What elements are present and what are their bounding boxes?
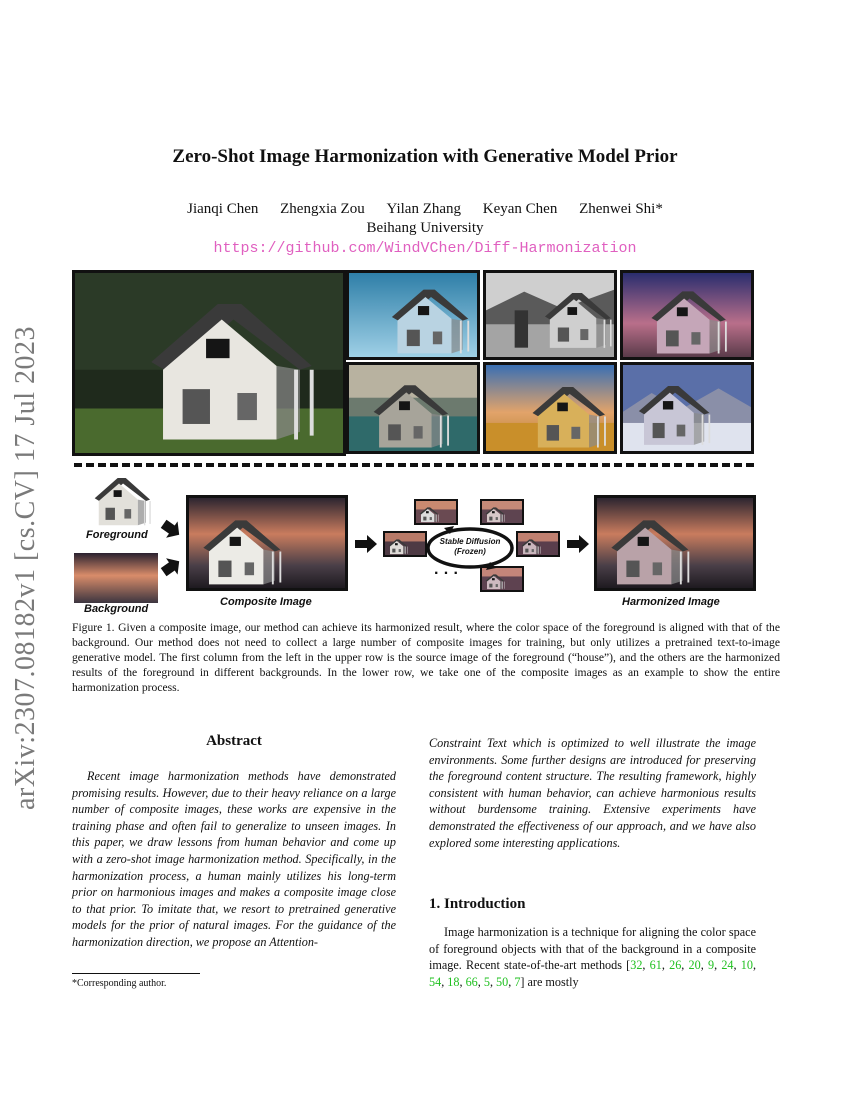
figure-caption: Figure 1. Given a composite image, our method can achieve its harmonized result, where the color space of the foreground is aligned with that of the background. Our method does not need to collect a large number of composite images for training, but only utilizes a pretrained text-to-image generative model. The first column from the left in the upper row is the source image of the foreground (“house”), and the others are the harmonized results of the foreground in different backgrounds. In the lower row, we take one of the composite images as an example to show the entire harmonization process. [72,621,780,694]
footnote: *Corresponding author. [72,978,167,989]
citation-link[interactable]: 66 [465,974,478,989]
harmonized-result-image [483,362,617,454]
citation-link[interactable]: 32 [630,958,643,973]
author: Jianqi Chen [187,201,259,217]
source-house-image [72,270,346,456]
github-link[interactable]: https://github.com/WindVChen/Diff-Harmonization [213,240,637,257]
stable-diffusion-label [424,537,516,557]
arxiv-identifier: arXiv:2307.08182v1 [cs.CV] 17 Jul 2023 [10,325,41,811]
background-image [74,553,158,603]
introduction-text: Image harmonization is a technique for aligning the color space of foreground objects with that of the background in a composite image. Recent state-of-the-art methods [32, 61, 26, 20, 9, 24, 10, 54, 18, 66, 5, 50, 7] are mostly [429,925,756,989]
citation-link[interactable]: 20 [688,958,701,973]
model-status: (Frozen) [454,547,486,556]
harmonized-result-image [483,270,617,360]
foreground-label: Foreground [86,529,148,541]
author: Zhenwei Shi* [579,201,663,217]
figure-divider [74,463,754,467]
citation-link[interactable]: 18 [447,974,460,989]
harmonized-result-image [346,270,480,360]
citation-link[interactable]: 61 [649,958,662,973]
author: Zhengxia Zou [280,201,365,217]
foreground-house-image [80,474,158,528]
intro-body: Image harmonization is a technique for aligning the color space of foreground objects with that of the background in a composite image. Recent state-of-the-art methods [ [429,925,756,973]
citation-link[interactable]: 7 [514,974,521,989]
citation-link[interactable]: 5 [483,974,490,989]
arrow-icon [354,534,378,554]
model-name: Stable Diffusion [439,537,501,546]
abstract-heading: Abstract [206,733,262,749]
citation-link[interactable]: 26 [669,958,682,973]
composite-label: Composite Image [220,596,312,608]
footnote-rule [72,973,200,974]
composite-image [186,495,348,591]
harmonized-image [594,495,756,591]
citation-link[interactable]: 54 [429,974,442,989]
abstract-text-right: Constraint Text which is optimized to well illustrate the image environments. Some further designs are introduced for preserving the foreground content structure. The resulting framework, highly consistent with human behavior, can achieve harmonious results without burdensome training. Extensive experiments have demonstrated the effectiveness of our approach, and we have also explored some interesting applications. [429,736,756,850]
introduction-heading: 1. Introduction [429,896,526,912]
harmonized-label: Harmonized Image [622,596,720,608]
harmonized-result-image [620,270,754,360]
author: Keyan Chen [482,201,558,217]
arrow-icon [566,534,590,554]
harmonized-result-image [620,362,754,454]
arrow-icon [160,518,182,540]
affiliation: Beihang University [366,220,484,236]
citation-link[interactable]: 9 [707,958,715,973]
author-list [0,201,850,218]
iteration-thumbnail [516,531,560,557]
citation-link[interactable]: 50 [496,974,509,989]
citation-link[interactable]: 10 [740,958,753,973]
iteration-thumbnail [414,499,458,525]
arrow-icon [160,556,182,578]
paper-title: Zero-Shot Image Harmonization with Generative Model Prior [172,146,678,167]
intro-body-end: ] are mostly [520,974,579,989]
background-label: Background [84,603,149,615]
ellipsis: · · · [434,565,459,582]
harmonized-result-image [346,362,480,454]
iteration-thumbnail [480,499,524,525]
abstract-text-left: Recent image harmonization methods have demonstrated promising results. However, due to their heavy reliance on a large number of composite images, these works are expensive in the training phase and often fail to generalize to unseen images. In this paper, we draw lessons from human behavior and come up with a zero-shot image harmonization method. Specifically, in the harmonization process, a human mainly utilizes his long-term prior on harmonious images and makes a composite image close to that prior. To imitate that, we resort to pretrained generative models for the prior of natural images. For the guidance of the harmonization direction, we propose an Attention- [72,769,396,949]
iteration-thumbnail [383,531,427,557]
citation-link[interactable]: 24 [721,958,734,973]
author: Yilan Zhang [386,201,462,217]
